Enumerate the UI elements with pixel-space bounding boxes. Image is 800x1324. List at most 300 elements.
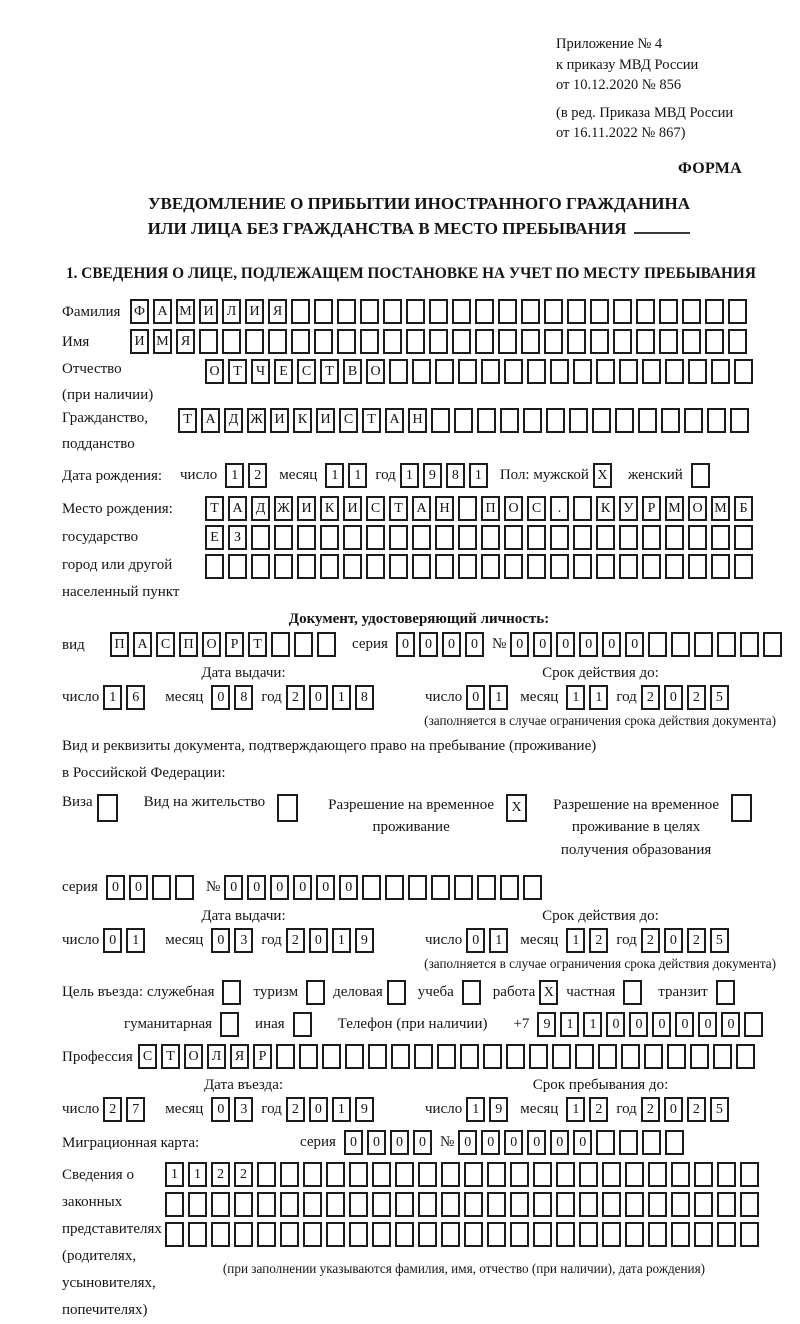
char-cell[interactable]: 1 (560, 1012, 579, 1037)
char-cell[interactable] (452, 299, 471, 324)
char-cell[interactable]: К (320, 496, 339, 521)
char-cell[interactable] (460, 1044, 479, 1069)
char-cell[interactable] (521, 299, 540, 324)
char-cell[interactable] (736, 1044, 755, 1069)
char-cell[interactable] (707, 408, 726, 433)
char-cell[interactable] (228, 554, 247, 579)
char-cell[interactable] (372, 1222, 391, 1247)
char-cell[interactable]: А (133, 632, 152, 657)
char-cell[interactable]: 0 (309, 685, 328, 710)
char-cell[interactable] (711, 554, 730, 579)
char-cell[interactable] (372, 1162, 391, 1187)
checkbox-cell[interactable] (387, 980, 406, 1005)
char-cell[interactable] (569, 408, 588, 433)
char-cell[interactable] (550, 525, 569, 550)
char-cell[interactable] (337, 299, 356, 324)
char-cell[interactable]: 0 (339, 875, 358, 900)
char-cell[interactable]: 0 (270, 875, 289, 900)
char-cell[interactable] (684, 408, 703, 433)
char-cell[interactable] (366, 525, 385, 550)
char-cell[interactable] (257, 1192, 276, 1217)
char-cell[interactable] (454, 408, 473, 433)
char-cell[interactable] (314, 299, 333, 324)
char-cell[interactable]: Р (253, 1044, 272, 1069)
char-cell[interactable]: Ж (247, 408, 266, 433)
char-cell[interactable] (602, 1222, 621, 1247)
char-cell[interactable]: А (201, 408, 220, 433)
char-cell[interactable] (431, 875, 450, 900)
checkbox-cell[interactable]: X (593, 463, 612, 488)
char-cell[interactable] (481, 359, 500, 384)
char-cell[interactable] (414, 1044, 433, 1069)
checkbox-cell[interactable]: X (506, 794, 527, 822)
char-cell[interactable]: 1 (566, 928, 585, 953)
char-cell[interactable]: 0 (602, 632, 621, 657)
char-cell[interactable]: О (184, 1044, 203, 1069)
char-cell[interactable]: С (366, 496, 385, 521)
checkbox-cell[interactable] (716, 980, 735, 1005)
char-cell[interactable] (648, 632, 667, 657)
char-cell[interactable]: 1 (469, 463, 488, 488)
char-cell[interactable]: П (110, 632, 129, 657)
char-cell[interactable] (592, 408, 611, 433)
char-cell[interactable]: 0 (527, 1130, 546, 1155)
char-cell[interactable]: 0 (698, 1012, 717, 1037)
char-cell[interactable] (590, 299, 609, 324)
char-cell[interactable] (360, 329, 379, 354)
char-cell[interactable]: 0 (367, 1130, 386, 1155)
char-cell[interactable] (671, 1162, 690, 1187)
char-cell[interactable] (667, 1044, 686, 1069)
char-cell[interactable] (458, 525, 477, 550)
char-cell[interactable]: 2 (641, 1097, 660, 1122)
char-cell[interactable] (665, 525, 684, 550)
checkbox-cell[interactable] (691, 463, 710, 488)
char-cell[interactable] (314, 329, 333, 354)
char-cell[interactable]: Я (176, 329, 195, 354)
char-cell[interactable] (504, 359, 523, 384)
char-cell[interactable] (648, 1222, 667, 1247)
char-cell[interactable]: 0 (390, 1130, 409, 1155)
char-cell[interactable] (527, 554, 546, 579)
char-cell[interactable] (391, 1044, 410, 1069)
char-cell[interactable]: 1 (466, 1097, 485, 1122)
char-cell[interactable] (452, 329, 471, 354)
char-cell[interactable] (556, 1162, 575, 1187)
char-cell[interactable] (475, 329, 494, 354)
char-cell[interactable]: 1 (103, 685, 122, 710)
checkbox-cell[interactable]: X (539, 980, 558, 1005)
char-cell[interactable] (590, 329, 609, 354)
char-cell[interactable] (437, 1044, 456, 1069)
char-cell[interactable] (659, 329, 678, 354)
char-cell[interactable] (274, 554, 293, 579)
char-cell[interactable]: Е (205, 525, 224, 550)
char-cell[interactable] (546, 408, 565, 433)
char-cell[interactable] (317, 632, 336, 657)
char-cell[interactable] (544, 329, 563, 354)
char-cell[interactable] (690, 1044, 709, 1069)
char-cell[interactable]: 5 (710, 1097, 729, 1122)
char-cell[interactable]: 7 (126, 1097, 145, 1122)
char-cell[interactable] (694, 1222, 713, 1247)
char-cell[interactable]: Т (320, 359, 339, 384)
char-cell[interactable]: И (316, 408, 335, 433)
char-cell[interactable] (294, 632, 313, 657)
char-cell[interactable] (337, 329, 356, 354)
char-cell[interactable] (454, 875, 473, 900)
char-cell[interactable]: 0 (247, 875, 266, 900)
char-cell[interactable] (648, 1192, 667, 1217)
char-cell[interactable]: 9 (355, 928, 374, 953)
char-cell[interactable] (326, 1222, 345, 1247)
char-cell[interactable]: Ж (274, 496, 293, 521)
char-cell[interactable]: 2 (687, 1097, 706, 1122)
checkbox-cell[interactable] (277, 794, 298, 822)
char-cell[interactable] (625, 1222, 644, 1247)
checkbox-cell[interactable] (97, 794, 118, 822)
char-cell[interactable]: 0 (106, 875, 125, 900)
char-cell[interactable]: Т (248, 632, 267, 657)
char-cell[interactable] (694, 1192, 713, 1217)
char-cell[interactable]: 0 (309, 1097, 328, 1122)
char-cell[interactable]: 2 (687, 928, 706, 953)
char-cell[interactable] (271, 632, 290, 657)
char-cell[interactable] (257, 1222, 276, 1247)
char-cell[interactable]: А (228, 496, 247, 521)
char-cell[interactable] (383, 299, 402, 324)
char-cell[interactable]: 9 (537, 1012, 556, 1037)
char-cell[interactable] (297, 525, 316, 550)
char-cell[interactable] (625, 1162, 644, 1187)
char-cell[interactable] (418, 1192, 437, 1217)
char-cell[interactable] (619, 525, 638, 550)
char-cell[interactable] (343, 554, 362, 579)
char-cell[interactable]: И (130, 329, 149, 354)
char-cell[interactable] (297, 554, 316, 579)
char-cell[interactable] (165, 1192, 184, 1217)
char-cell[interactable] (619, 554, 638, 579)
char-cell[interactable] (644, 1044, 663, 1069)
char-cell[interactable] (257, 1162, 276, 1187)
char-cell[interactable] (418, 1222, 437, 1247)
char-cell[interactable]: П (481, 496, 500, 521)
char-cell[interactable]: 0 (465, 632, 484, 657)
char-cell[interactable]: С (339, 408, 358, 433)
char-cell[interactable]: 0 (466, 928, 485, 953)
char-cell[interactable]: 0 (606, 1012, 625, 1037)
char-cell[interactable] (366, 554, 385, 579)
char-cell[interactable] (510, 1222, 529, 1247)
char-cell[interactable] (500, 408, 519, 433)
char-cell[interactable] (395, 1162, 414, 1187)
char-cell[interactable] (481, 525, 500, 550)
char-cell[interactable] (412, 525, 431, 550)
char-cell[interactable]: А (412, 496, 431, 521)
char-cell[interactable] (529, 1044, 548, 1069)
char-cell[interactable]: 1 (188, 1162, 207, 1187)
char-cell[interactable] (615, 408, 634, 433)
char-cell[interactable] (477, 408, 496, 433)
char-cell[interactable] (481, 554, 500, 579)
char-cell[interactable] (303, 1162, 322, 1187)
char-cell[interactable]: Н (435, 496, 454, 521)
char-cell[interactable] (320, 554, 339, 579)
char-cell[interactable]: З (228, 525, 247, 550)
char-cell[interactable] (504, 554, 523, 579)
char-cell[interactable]: 0 (211, 685, 230, 710)
char-cell[interactable] (441, 1162, 460, 1187)
char-cell[interactable] (602, 1192, 621, 1217)
char-cell[interactable]: 1 (332, 1097, 351, 1122)
char-cell[interactable] (550, 554, 569, 579)
char-cell[interactable] (642, 525, 661, 550)
char-cell[interactable]: 9 (423, 463, 442, 488)
char-cell[interactable]: . (550, 496, 569, 521)
char-cell[interactable]: С (156, 632, 175, 657)
char-cell[interactable]: 8 (234, 685, 253, 710)
char-cell[interactable] (740, 1162, 759, 1187)
char-cell[interactable]: 5 (710, 928, 729, 953)
char-cell[interactable]: М (153, 329, 172, 354)
char-cell[interactable] (688, 525, 707, 550)
char-cell[interactable] (671, 632, 690, 657)
char-cell[interactable]: 3 (234, 1097, 253, 1122)
char-cell[interactable]: 0 (556, 632, 575, 657)
char-cell[interactable] (165, 1222, 184, 1247)
char-cell[interactable] (598, 1044, 617, 1069)
char-cell[interactable] (487, 1192, 506, 1217)
char-cell[interactable]: 2 (248, 463, 267, 488)
char-cell[interactable] (349, 1222, 368, 1247)
char-cell[interactable]: 1 (126, 928, 145, 953)
char-cell[interactable] (349, 1162, 368, 1187)
char-cell[interactable] (705, 299, 724, 324)
char-cell[interactable] (659, 299, 678, 324)
char-cell[interactable] (527, 525, 546, 550)
char-cell[interactable] (464, 1162, 483, 1187)
char-cell[interactable] (280, 1192, 299, 1217)
char-cell[interactable]: 0 (224, 875, 243, 900)
char-cell[interactable]: В (343, 359, 362, 384)
char-cell[interactable] (222, 329, 241, 354)
char-cell[interactable]: 1 (489, 928, 508, 953)
char-cell[interactable]: 0 (675, 1012, 694, 1037)
char-cell[interactable] (579, 1222, 598, 1247)
char-cell[interactable]: С (297, 359, 316, 384)
char-cell[interactable]: 0 (419, 632, 438, 657)
char-cell[interactable] (498, 299, 517, 324)
char-cell[interactable] (320, 525, 339, 550)
char-cell[interactable] (740, 1222, 759, 1247)
char-cell[interactable] (575, 1044, 594, 1069)
char-cell[interactable] (740, 1192, 759, 1217)
char-cell[interactable]: Я (268, 299, 287, 324)
char-cell[interactable]: 8 (355, 685, 374, 710)
char-cell[interactable] (533, 1162, 552, 1187)
char-cell[interactable] (713, 1044, 732, 1069)
char-cell[interactable]: С (527, 496, 546, 521)
char-cell[interactable]: О (205, 359, 224, 384)
char-cell[interactable] (464, 1192, 483, 1217)
char-cell[interactable] (412, 554, 431, 579)
char-cell[interactable] (567, 299, 586, 324)
char-cell[interactable] (552, 1044, 571, 1069)
char-cell[interactable] (429, 299, 448, 324)
char-cell[interactable] (556, 1222, 575, 1247)
char-cell[interactable]: 5 (710, 685, 729, 710)
char-cell[interactable]: 0 (533, 632, 552, 657)
char-cell[interactable]: 0 (129, 875, 148, 900)
char-cell[interactable] (406, 299, 425, 324)
char-cell[interactable] (343, 525, 362, 550)
char-cell[interactable]: 0 (481, 1130, 500, 1155)
char-cell[interactable]: 0 (344, 1130, 363, 1155)
char-cell[interactable] (533, 1192, 552, 1217)
char-cell[interactable] (251, 554, 270, 579)
char-cell[interactable] (573, 359, 592, 384)
char-cell[interactable] (299, 1044, 318, 1069)
char-cell[interactable]: И (199, 299, 218, 324)
char-cell[interactable]: К (596, 496, 615, 521)
char-cell[interactable] (349, 1192, 368, 1217)
char-cell[interactable]: 2 (286, 1097, 305, 1122)
char-cell[interactable]: 0 (309, 928, 328, 953)
char-cell[interactable]: 0 (466, 685, 485, 710)
char-cell[interactable] (556, 1192, 575, 1217)
char-cell[interactable] (665, 1130, 684, 1155)
char-cell[interactable]: 3 (234, 928, 253, 953)
char-cell[interactable]: И (270, 408, 289, 433)
char-cell[interactable] (596, 554, 615, 579)
char-cell[interactable]: 2 (211, 1162, 230, 1187)
char-cell[interactable] (596, 359, 615, 384)
char-cell[interactable] (303, 1192, 322, 1217)
char-cell[interactable] (234, 1192, 253, 1217)
char-cell[interactable]: 1 (348, 463, 367, 488)
char-cell[interactable] (322, 1044, 341, 1069)
char-cell[interactable] (205, 554, 224, 579)
char-cell[interactable] (533, 1222, 552, 1247)
char-cell[interactable] (642, 554, 661, 579)
char-cell[interactable]: У (619, 496, 638, 521)
char-cell[interactable] (717, 1162, 736, 1187)
char-cell[interactable]: Р (642, 496, 661, 521)
char-cell[interactable]: Р (225, 632, 244, 657)
char-cell[interactable] (389, 525, 408, 550)
char-cell[interactable]: Т (228, 359, 247, 384)
char-cell[interactable] (372, 1192, 391, 1217)
char-cell[interactable] (642, 359, 661, 384)
char-cell[interactable] (458, 554, 477, 579)
char-cell[interactable]: О (366, 359, 385, 384)
char-cell[interactable]: 2 (641, 685, 660, 710)
char-cell[interactable] (550, 359, 569, 384)
char-cell[interactable]: 0 (664, 1097, 683, 1122)
checkbox-cell[interactable] (306, 980, 325, 1005)
char-cell[interactable] (385, 875, 404, 900)
char-cell[interactable] (665, 554, 684, 579)
char-cell[interactable] (389, 554, 408, 579)
char-cell[interactable] (510, 1192, 529, 1217)
char-cell[interactable] (418, 1162, 437, 1187)
char-cell[interactable] (711, 359, 730, 384)
char-cell[interactable] (395, 1192, 414, 1217)
char-cell[interactable] (412, 359, 431, 384)
char-cell[interactable] (573, 554, 592, 579)
char-cell[interactable]: М (665, 496, 684, 521)
char-cell[interactable]: 2 (687, 685, 706, 710)
char-cell[interactable]: К (293, 408, 312, 433)
char-cell[interactable]: О (202, 632, 221, 657)
char-cell[interactable]: 2 (103, 1097, 122, 1122)
char-cell[interactable]: 0 (629, 1012, 648, 1037)
char-cell[interactable]: 6 (126, 685, 145, 710)
char-cell[interactable] (506, 1044, 525, 1069)
char-cell[interactable]: И (343, 496, 362, 521)
char-cell[interactable] (389, 359, 408, 384)
checkbox-cell[interactable] (623, 980, 642, 1005)
char-cell[interactable] (527, 359, 546, 384)
char-cell[interactable] (619, 359, 638, 384)
char-cell[interactable]: 0 (573, 1130, 592, 1155)
char-cell[interactable] (175, 875, 194, 900)
char-cell[interactable]: 1 (332, 685, 351, 710)
char-cell[interactable] (435, 359, 454, 384)
char-cell[interactable] (648, 1162, 667, 1187)
char-cell[interactable]: И (297, 496, 316, 521)
char-cell[interactable]: Ф (130, 299, 149, 324)
char-cell[interactable] (717, 1192, 736, 1217)
char-cell[interactable] (431, 408, 450, 433)
char-cell[interactable] (694, 1162, 713, 1187)
char-cell[interactable] (408, 875, 427, 900)
char-cell[interactable] (368, 1044, 387, 1069)
char-cell[interactable] (521, 329, 540, 354)
char-cell[interactable] (406, 329, 425, 354)
char-cell[interactable] (291, 299, 310, 324)
checkbox-cell[interactable] (293, 1012, 312, 1037)
char-cell[interactable] (362, 875, 381, 900)
char-cell[interactable] (573, 525, 592, 550)
char-cell[interactable] (763, 632, 782, 657)
char-cell[interactable] (665, 359, 684, 384)
char-cell[interactable] (523, 408, 542, 433)
char-cell[interactable]: О (688, 496, 707, 521)
char-cell[interactable] (510, 1162, 529, 1187)
char-cell[interactable] (642, 1130, 661, 1155)
char-cell[interactable]: 0 (510, 632, 529, 657)
char-cell[interactable] (234, 1222, 253, 1247)
char-cell[interactable]: И (245, 299, 264, 324)
char-cell[interactable] (268, 329, 287, 354)
char-cell[interactable] (734, 525, 753, 550)
checkbox-cell[interactable] (731, 794, 752, 822)
char-cell[interactable] (682, 329, 701, 354)
char-cell[interactable] (730, 408, 749, 433)
char-cell[interactable] (688, 359, 707, 384)
char-cell[interactable] (326, 1192, 345, 1217)
char-cell[interactable] (705, 329, 724, 354)
char-cell[interactable]: 1 (489, 685, 508, 710)
checkbox-cell[interactable] (222, 980, 241, 1005)
char-cell[interactable]: Д (224, 408, 243, 433)
char-cell[interactable]: Т (362, 408, 381, 433)
char-cell[interactable] (500, 875, 519, 900)
char-cell[interactable] (475, 299, 494, 324)
char-cell[interactable] (596, 525, 615, 550)
char-cell[interactable] (744, 1012, 763, 1037)
